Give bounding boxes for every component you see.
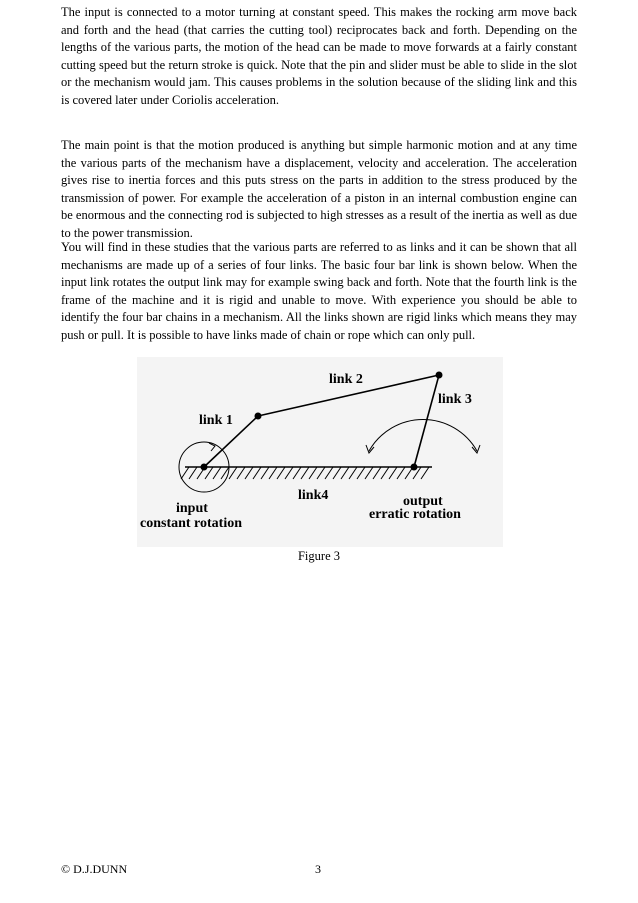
joint-output-pivot [411, 464, 418, 471]
label-input-sub: constant rotation [140, 516, 243, 531]
joint-link2-link3 [436, 372, 443, 379]
footer-page-number: 3 [315, 862, 321, 876]
label-output-sub: erratic rotation [369, 507, 461, 522]
label-link-1: link 1 [199, 413, 233, 428]
four-bar-linkage-figure [137, 357, 503, 547]
label-input: input [176, 501, 208, 516]
label-link-4: link4 [298, 488, 329, 503]
paragraph-3: You will find in these studies that the various parts are referred to as links and it can be shown that all mechanisms are made up of a series of four links. The basic four bar link is shown below. When the input link rotates the output link may for example swing back and forth. Note that the fourth link is the frame of the machine and it is rigid and unable to move. With experience you should be able to identify the four bar chains in a mechanism. All the links shown are rigid links which means they may push or pull. It is possible to have links made of chain or rope which can only pull. [61, 240, 577, 342]
paragraph-1: The input is connected to a motor turning at constant speed. This makes the rocking arm move back and forth and the head (that carries the cutting tool) reciprocates back and forth. Depending on the lengths of the various parts, the motion of the head can be made to move forwards at a fairly constant cutting speed but the return stroke is quick. Note that the pin and slider must be able to slide in the slot or the mechanism would jam. This causes problems in the solution because of the sliding link and this is covered later under Coriolis acceleration. [61, 5, 577, 107]
joint-input-pivot [201, 464, 208, 471]
footer-copyright: © D.J.DUNN [61, 862, 128, 876]
paragraph-2: The main point is that the motion produced is anything but simple harmonic motion and at any time the various parts of the mechanism have a displacement, velocity and acceleration. The acceleration gives rise to inertia forces and this puts stress on the parts in addition to the stress produced by the transmission of power. For example the acceleration of a piston in an internal combustion engine can be enormous and the connecting rod is subjected to high stresses as a result of the inertia as well as due to the power transmission. [61, 138, 577, 240]
figure-caption: Figure 3 [297, 549, 340, 563]
label-link-3: link 3 [438, 392, 472, 407]
ground-hatching [181, 467, 429, 479]
label-link-2: link 2 [329, 372, 363, 387]
label-output: output [403, 494, 443, 509]
joint-link1-link2 [255, 413, 262, 420]
linkage-diagram [137, 357, 503, 547]
